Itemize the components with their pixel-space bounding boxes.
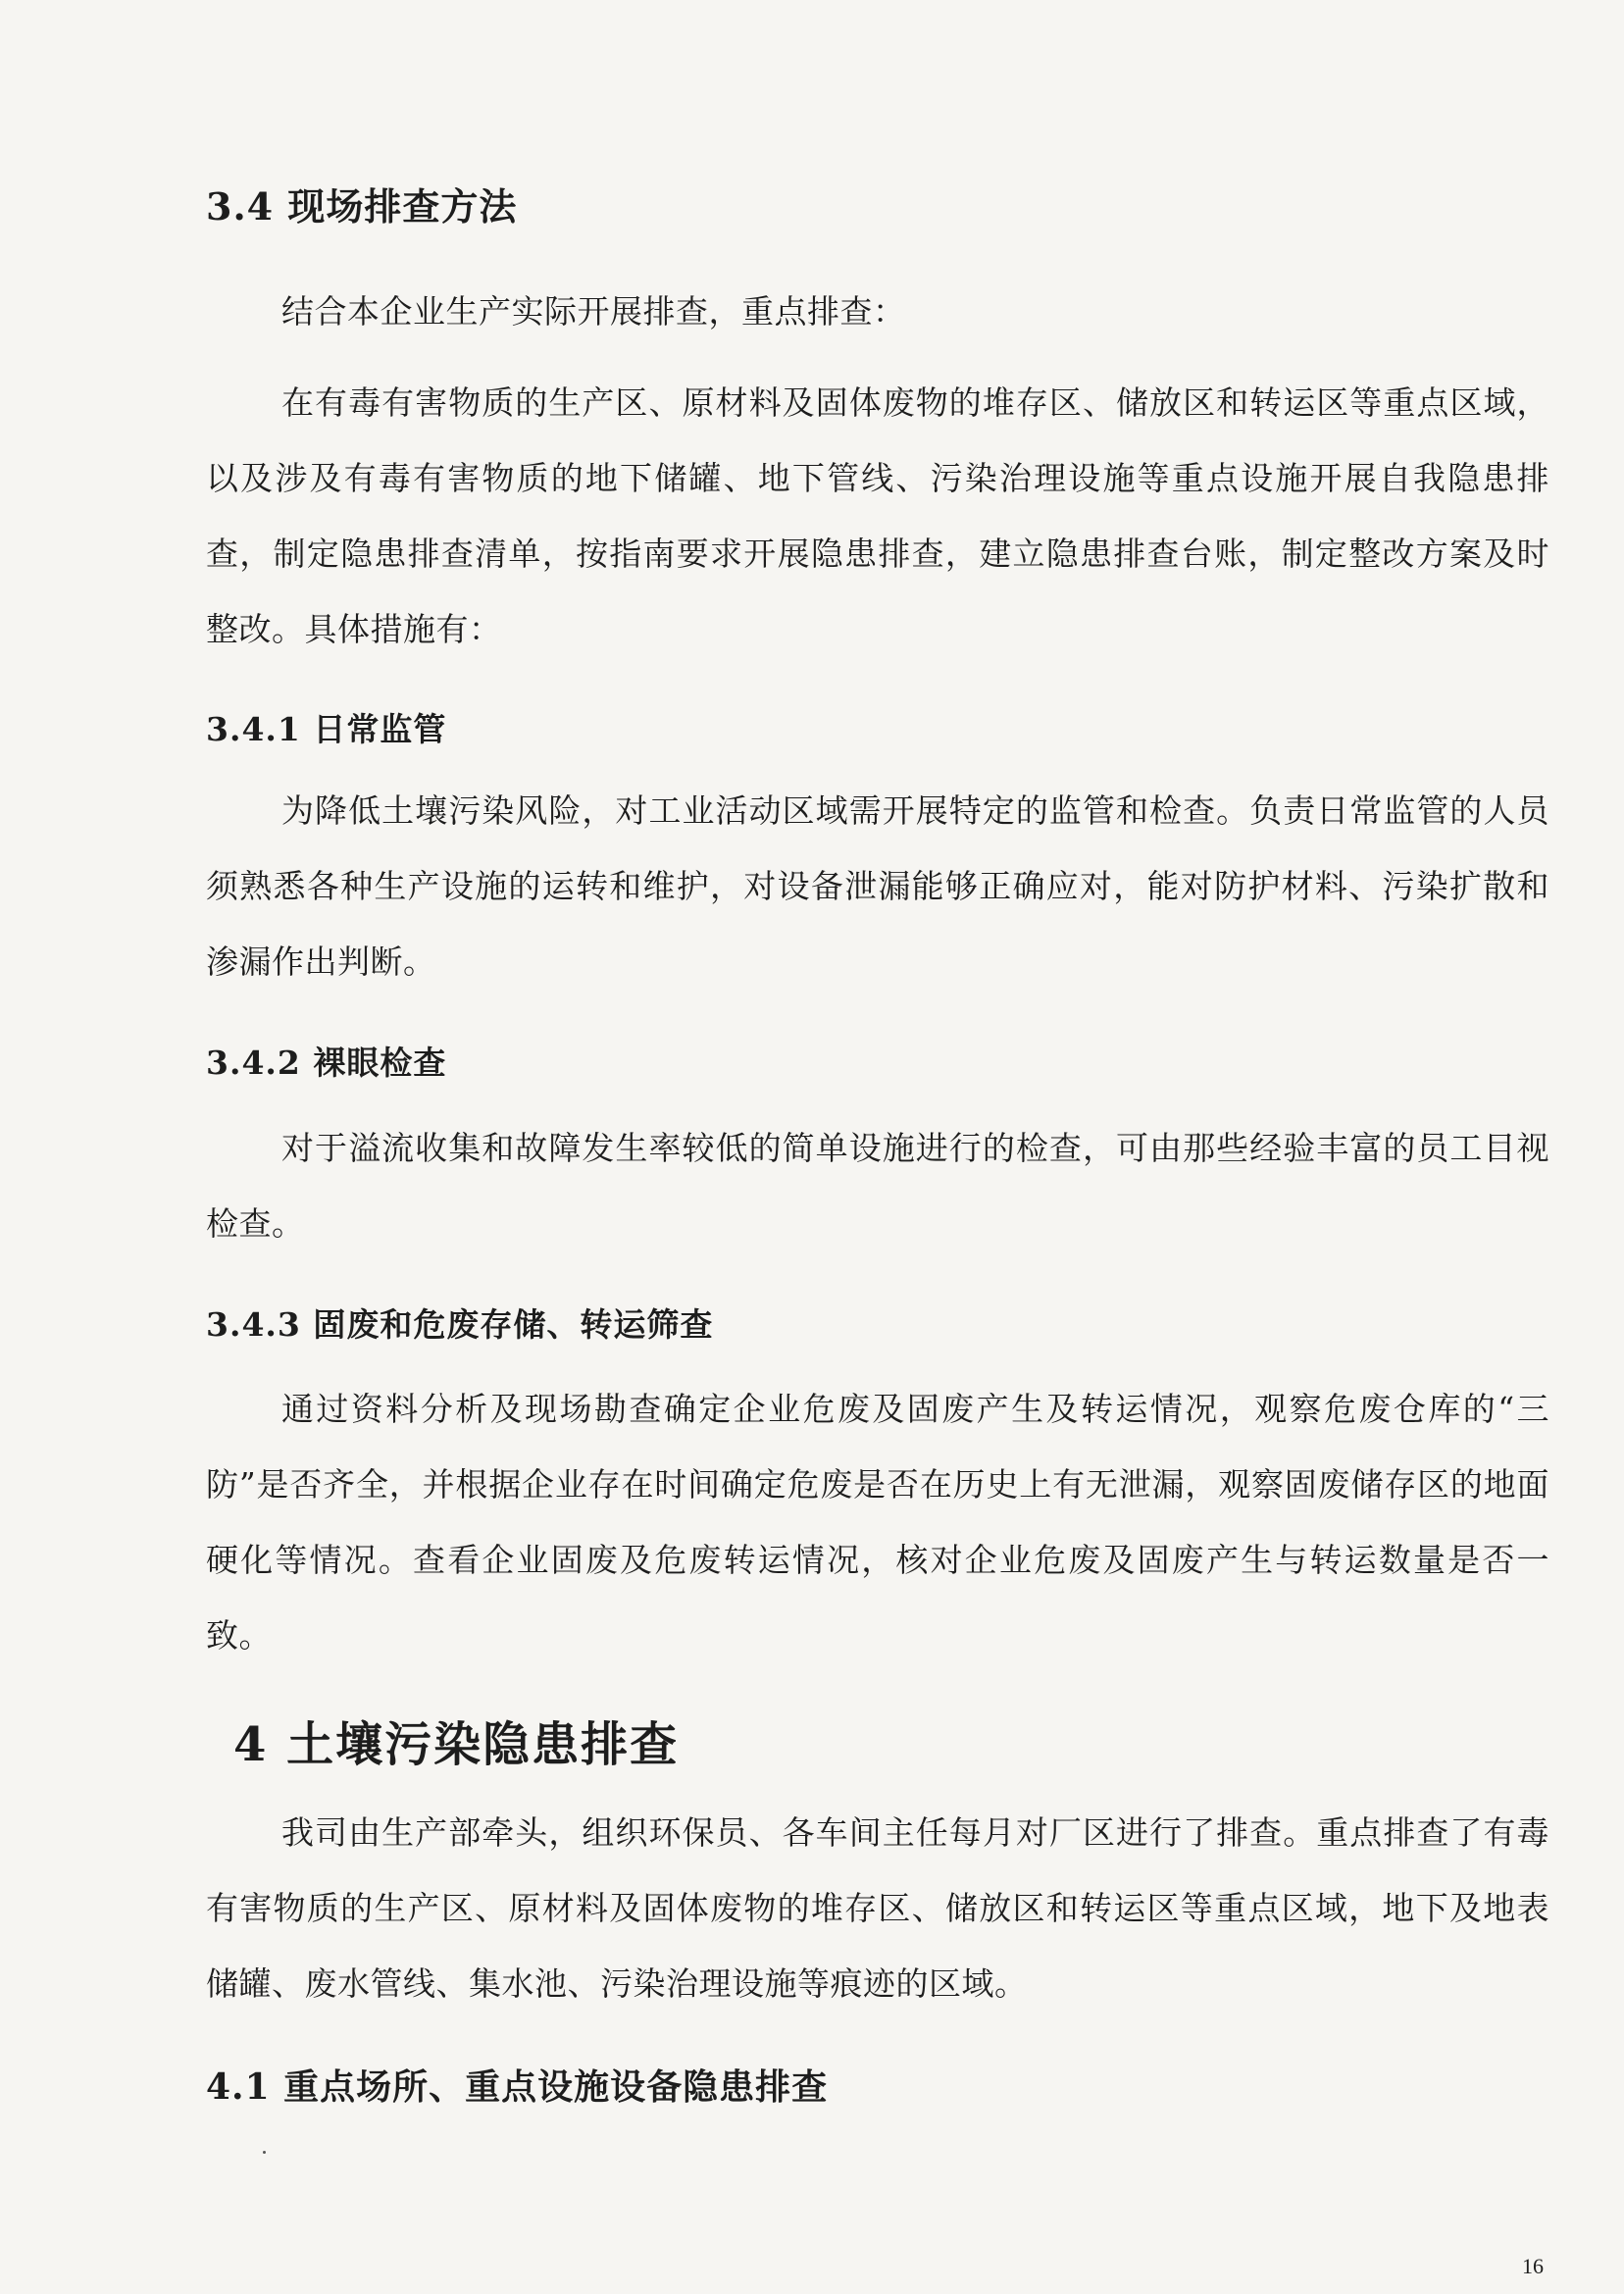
section-4-1-heading: 4.1 重点场所、重点设施设备隐患排查: [206, 2066, 829, 2108]
section-3-4-1-body: 为降低土壤污染风险，对工业活动区域需开展特定的监管和检查。负责日常监管的人员须熟悉各种生产设施的运转和维护，对设备泄漏能够正确应对，能对防护材料、污染扩散和渗漏作出判断。: [206, 791, 1549, 981]
section-3-4-3-body: 通过资料分析及现场勘查确定企业危废及固废产生及转运情况，观察危废仓库的“三防”是否齐全，并根据企业存在时间确定危废是否在历史上有无泄漏，观察固废储存区的地面硬化等情况。查看企业固废及危废转运情况，核对企业危废及固废产生与转运数量是否一致。: [206, 1390, 1549, 1655]
section-3-4-heading: 3.4 现场排查方法: [206, 184, 518, 229]
scan-dot-mark: [263, 2151, 266, 2154]
section-3-4-2-body: 对于溢流收集和故障发生率较低的简单设施进行的检查，可由那些经验丰富的员工目视检查。: [206, 1129, 1549, 1243]
section-4-heading: 4 土壤污染隐患排查: [233, 1717, 680, 1772]
section-3-4-body: 在有毒有害物质的生产区、原材料及固体废物的堆存区、储放区和转运区等重点区域，以及涉及有毒有害物质的地下储罐、地下管线、污染治理设施等重点设施开展自我隐患排查，制定隐患排查清单，按指南要求开展隐患排查，建立隐患排查台账，制定整改方案及时整改。具体措施有：: [206, 383, 1549, 648]
section-4-body: 我司由生产部牵头，组织环保员、各车间主任每月对厂区进行了排查。重点排查了有毒有害物质的生产区、原材料及固体废物的堆存区、储放区和转运区等重点区域，地下及地表储罐、废水管线、集水池、污染治理设施等痕迹的区域。: [206, 1813, 1549, 2003]
page-number: 16: [1522, 2254, 1544, 2278]
section-3-4-1-heading: 3.4.1 日常监管: [206, 710, 447, 748]
section-3-4-3-heading: 3.4.3 固废和危废存储、转运筛查: [206, 1305, 714, 1344]
section-3-4-2-heading: 3.4.2 裸眼检查: [206, 1044, 447, 1082]
section-3-4-intro: 结合本企业生产实际开展排查，重点排查：: [281, 292, 906, 331]
